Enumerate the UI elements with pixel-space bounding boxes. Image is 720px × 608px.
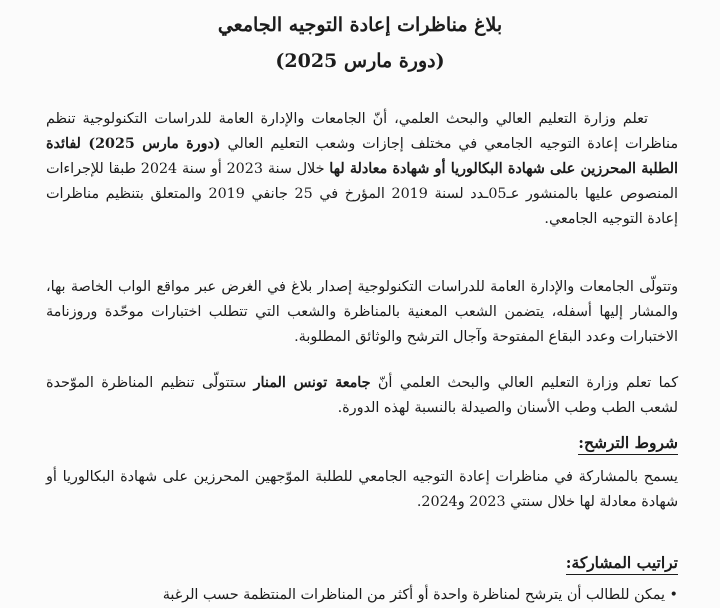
document-title: بلاغ مناظرات إعادة التوجيه الجامعي	[217, 14, 503, 36]
university-name: جامعة تونس المنار	[253, 375, 371, 391]
participation-heading: تراتيب المشاركة:	[566, 552, 678, 575]
medical-text-a: كما تعلم وزارة التعليم العالي والبحث العلمي أنّ	[370, 375, 678, 391]
medical-text-c: ستتولّى تنظيم المناظرة الموّحدة لشعب الطب وطب الأسنان والصيدلة بالنسبة لهذه الدورة.	[46, 375, 678, 416]
conditions-paragraph: يسمح بالمشاركة في مناظرات إعادة التوجيه الجامعي للطلبة الموّجهين المحرزين على شهادة البكالوريا أو شهادة معادلة لها خلال سنتي 2023 و2024.	[46, 469, 678, 510]
participation-bullet: • يمكن للطالب أن يترشح لمناظرة واحدة أو أكثر من المناظرات المنتظمة حسب الرغبة	[162, 587, 678, 603]
intro-text-a: تعلم وزارة التعليم العالي والبحث العلمي، أنّ الجامعات والإدارة العامة للدراسات التكنولوجية تنظم مناظرات إعادة التوجيه الجامعي في مختلف إجازات وشعب التعليم العالي	[46, 111, 678, 152]
conditions-heading: شروط الترشح:	[578, 432, 678, 455]
medical-paragraph	[46, 371, 678, 421]
intro-text-c: خلال سنة 2023 أو سنة 2024 طبقا للإجراءات المنصوص عليها بالمنشور عـ05ـدد لسنة 2019 المؤرخ في 25 جانفي 2019 والمتعلق بتنظيم مناظرات إعادة التوجيه الجامعي.	[46, 161, 678, 227]
intro-text-bold: (دورة مارس 2025) لفائدة الطلبة المحرزين على شهادة البكالوريا أو شهادة معادلة لها	[46, 136, 678, 177]
universities-paragraph: وتتولّى الجامعات والإدارة العامة للدراسات التكنولوجية إصدار بلاغ في الغرض عبر مواقع الواب الخاصة بها، والمشار إليها أسفله، يتضمن الشعب المعنية بالمناظرة والشعب التي تتطلب اختبارات موحّدة وروزنامة الاختبارات وعدد البقاع المفتوحة وآجال الترشح والوثائق المطلوبة.	[46, 279, 678, 345]
session-subtitle: (دورة مارس 2025)	[275, 50, 445, 72]
intro-paragraph	[46, 107, 678, 232]
